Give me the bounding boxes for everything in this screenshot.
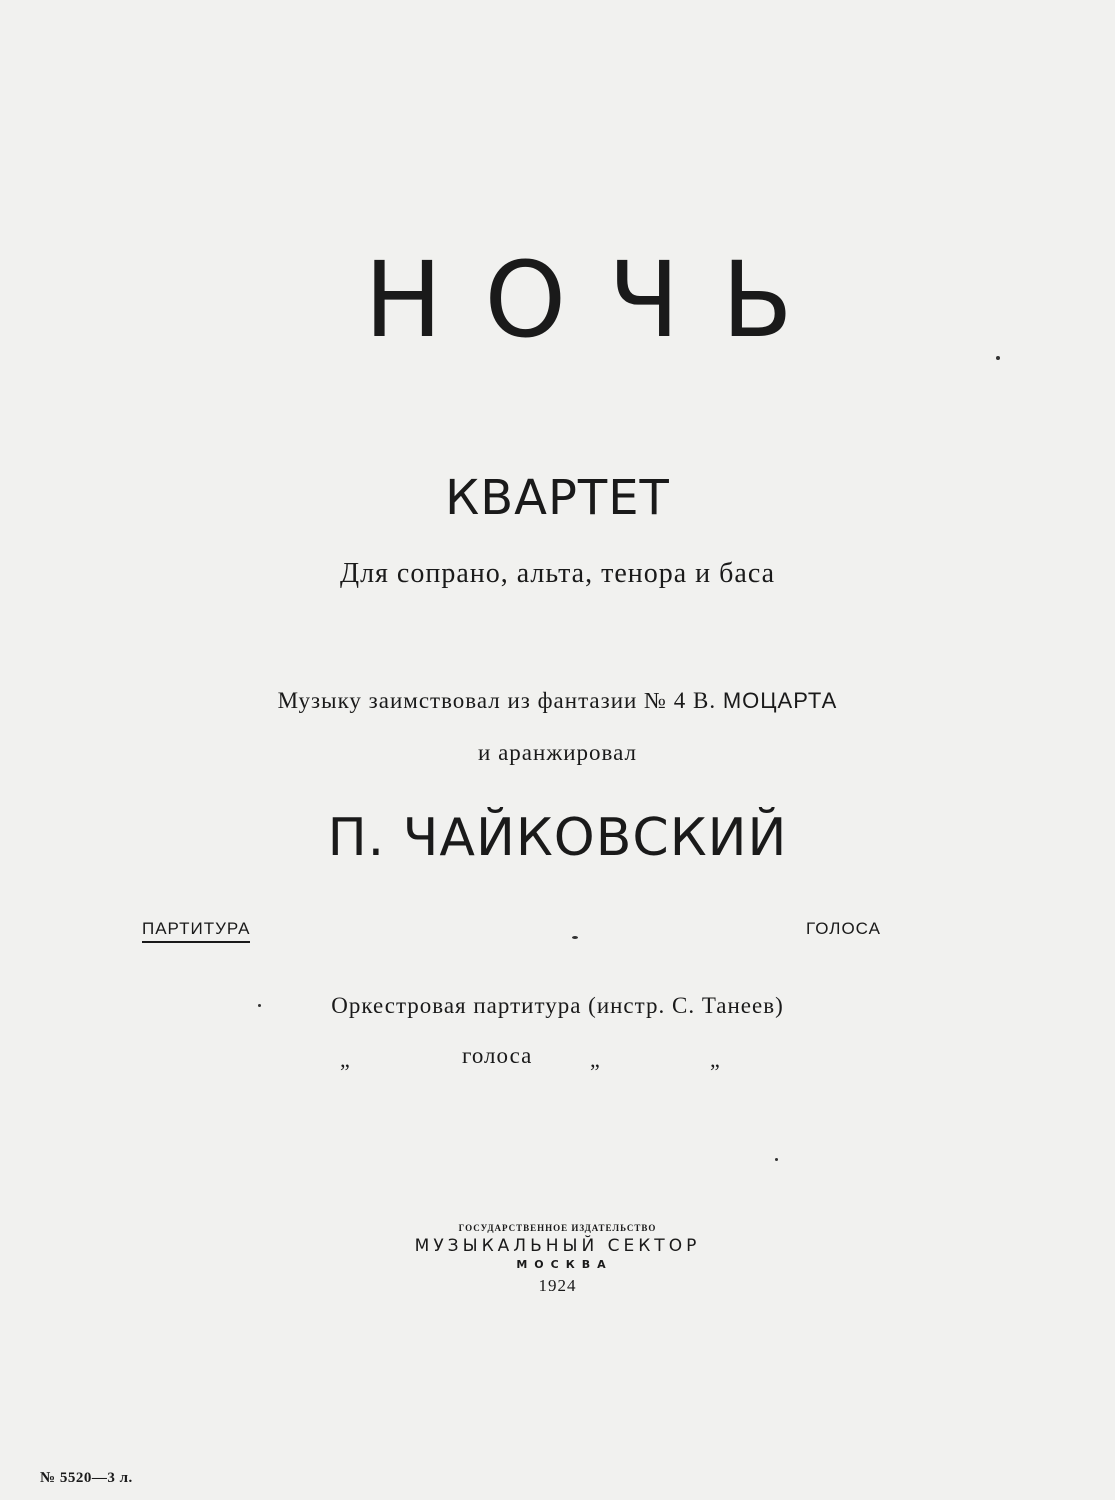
publisher-city: МОСКВА	[516, 1258, 613, 1271]
voices-line: Для сопрано, альта, тенора и баса	[339, 558, 776, 589]
ditto-mark: „	[340, 1047, 350, 1072]
attribution-prefix: Музыку заимствовал из фантазии № 4 В.	[277, 688, 723, 713]
publication-year: 1924	[538, 1276, 577, 1295]
paper-speck	[572, 936, 578, 939]
edition-parts-label: ГОЛОСА	[806, 919, 881, 938]
attribution-line	[0, 686, 1115, 716]
paper-speck	[775, 1158, 778, 1161]
genre-heading: КВАРТЕТ	[445, 470, 670, 526]
composer-name: П. ЧАЙКОВСКИЙ	[327, 808, 788, 868]
orchestral-parts-word: голоса	[462, 1043, 533, 1068]
publisher-sector: МУЗЫКАЛЬНЫЙ СЕКТОР	[414, 1236, 701, 1256]
ditto-mark: „	[590, 1047, 600, 1072]
orchestral-score-line: Оркестровая партитура (инстр. С. Танеев)	[331, 993, 784, 1018]
edition-score-label: ПАРТИТУРА	[142, 918, 250, 943]
paper-speck	[258, 1004, 261, 1007]
work-title: НОЧЬ	[364, 239, 835, 361]
catalog-number: № 5520—3 л.	[40, 1470, 133, 1486]
ditto-mark: „	[710, 1047, 720, 1072]
paper-speck	[996, 356, 1000, 360]
arranged-line: и аранжировал	[478, 740, 637, 765]
orchestral-parts-line	[0, 1041, 1115, 1073]
mozart-name: МОЦАРТА	[722, 688, 838, 713]
publisher-house: ГОСУДАРСТВЕННОЕ ИЗДАТЕЛЬСТВО	[458, 1223, 657, 1233]
